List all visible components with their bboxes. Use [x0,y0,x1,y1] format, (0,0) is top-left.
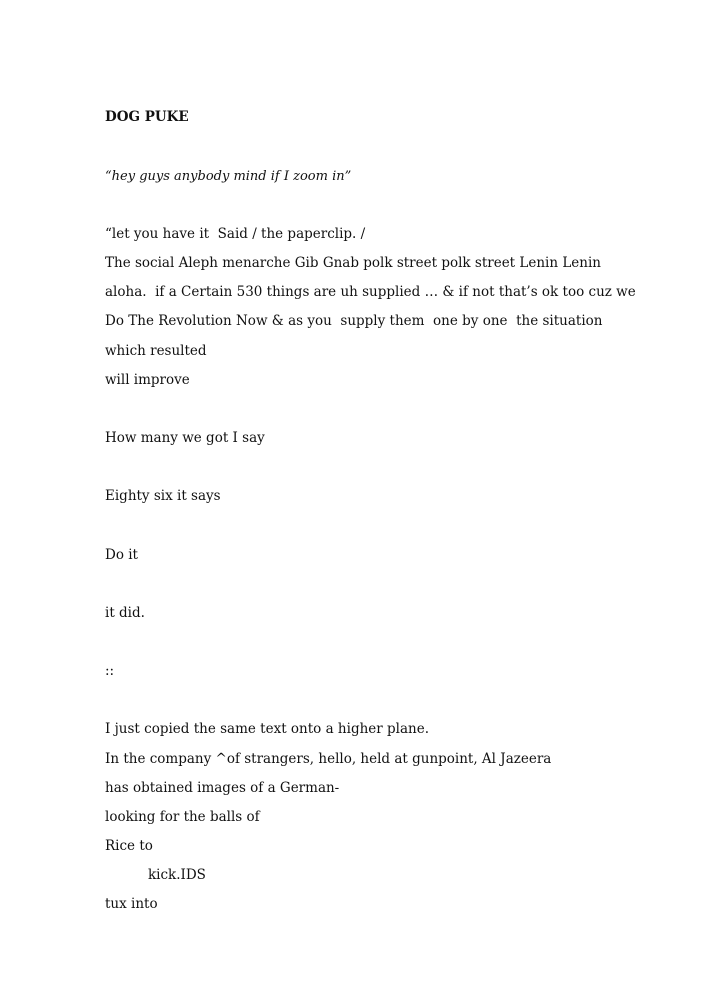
dialogue-line: How many we got I say [105,430,265,446]
stanza2-line: In the company ^of strangers, hello, held at gunpoint, Al Jazeera [105,751,552,767]
stanza2-line-indented: kick.IDS [148,867,206,883]
stanza1-line: Do The Revolution Now & as you supply them one by one the situation [105,313,603,329]
stanza1-line: will improve [105,372,190,388]
stanza1-line: which resulted [105,343,207,359]
stanza2-line: looking for the balls of [105,809,260,825]
stanza2-line: has obtained images of a German- [105,780,340,796]
stanza1-line: “let you have it Said / the paperclip. / [105,226,366,242]
epigraph: “hey guys anybody mind if I zoom in” [105,169,352,184]
stanza2-line: Rice to [105,838,153,854]
dialogue-line: Eighty six it says [105,488,221,504]
stanza1-line: aloha. if a Certain 530 things are uh supplied … & if not that’s ok too cuz we [105,284,636,300]
stanza1-line: The social Aleph menarche Gib Gnab polk street polk street Lenin Lenin [105,255,602,271]
stanza2-line: tux into [105,896,158,912]
section-separator: :: [105,663,115,679]
stanza2-line: I just copied the same text onto a higher plane. [105,721,429,737]
dialogue-line: Do it [105,547,138,563]
dialogue-line: it did. [105,605,145,621]
poem-title: DOG PUKE [105,109,189,125]
